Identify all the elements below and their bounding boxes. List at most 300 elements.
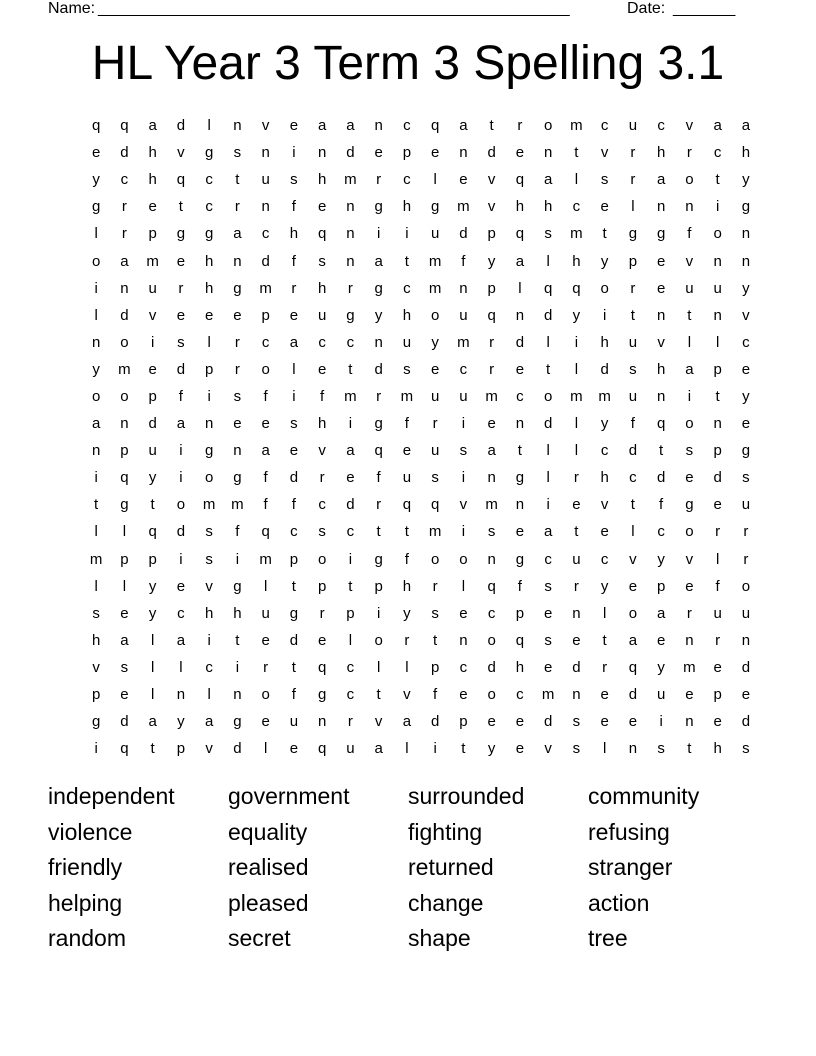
grid-letter: i (602, 306, 607, 324)
grid-letter: d (628, 442, 638, 460)
grid-letter: e (600, 713, 609, 731)
grid-letter: p (176, 740, 186, 758)
grid-letter: r (376, 171, 382, 189)
grid-row (82, 410, 751, 437)
grid-letter: l (94, 306, 98, 324)
grid-letter: s (657, 740, 665, 758)
grid-letter: d (459, 225, 468, 243)
grid-letter: a (148, 713, 157, 731)
grid-letter: i (179, 442, 183, 460)
grid-letter: n (176, 686, 186, 704)
grid-letter: d (572, 658, 581, 676)
grid-letter: f (235, 523, 240, 541)
grid-letter: d (289, 631, 299, 649)
grid-row (82, 654, 751, 681)
grid-letter: f (291, 252, 296, 270)
grid-letter: n (233, 442, 242, 460)
grid-letter: n (543, 144, 553, 162)
grid-letter: c (346, 333, 355, 351)
grid-letter: t (687, 740, 692, 758)
grid-letter: u (685, 279, 694, 297)
grid-letter: m (259, 279, 272, 297)
grid-letter: e (120, 604, 129, 622)
grid-letter: t (602, 225, 607, 243)
grid-letter: a (120, 631, 129, 649)
grid-letter: i (433, 740, 437, 758)
grid-letter: p (374, 577, 383, 595)
grid-letter: t (715, 387, 720, 405)
grid-letter: a (289, 333, 299, 351)
grid-letter: r (347, 279, 353, 297)
grid-letter: c (657, 117, 665, 135)
grid-letter: i (715, 198, 720, 216)
grid-letter: q (374, 442, 383, 460)
grid-letter: s (290, 415, 298, 433)
grid-letter: y (600, 252, 609, 270)
grid-letter: l (546, 333, 550, 351)
name-label: Name: (48, 0, 96, 17)
grid-letter: v (459, 496, 468, 514)
grid-letter: h (600, 333, 609, 351)
grid-letter: o (459, 550, 468, 568)
grid-letter: s (205, 550, 213, 568)
grid-letter: f (659, 496, 664, 514)
grid-letter: q (120, 117, 129, 135)
grid-row (82, 356, 751, 383)
grid-letter: s (487, 523, 496, 541)
grid-letter: r (234, 360, 240, 378)
grid-letter: o (91, 252, 101, 270)
grid-letter: r (686, 604, 692, 622)
word-list-item: stranger (588, 854, 673, 880)
grid-letter: m (457, 333, 470, 351)
grid-letter: c (318, 333, 326, 351)
name-field[interactable]: _____________________________________________________ (98, 0, 570, 17)
grid-letter: a (233, 225, 242, 243)
date-label: Date: (627, 0, 666, 17)
grid-letter: e (685, 469, 694, 487)
grid-letter: m (485, 496, 498, 514)
grid-letter: m (202, 496, 216, 514)
grid-letter: m (570, 225, 583, 243)
grid-letter: c (713, 144, 722, 162)
grid-letter: g (515, 550, 525, 568)
grid-letter: t (574, 144, 579, 162)
grid-letter: r (715, 631, 721, 649)
grid-letter: s (205, 523, 213, 541)
grid-letter: p (459, 713, 468, 731)
grid-letter: l (574, 415, 579, 433)
grid-letter: p (148, 550, 157, 568)
grid-letter: g (741, 442, 751, 460)
grid-letter: a (346, 442, 355, 460)
grid-letter: e (289, 306, 299, 324)
grid-letter: q (487, 306, 496, 324)
grid-letter: l (546, 442, 550, 460)
grid-letter: i (179, 469, 183, 487)
word-list-item: pleased (228, 889, 309, 916)
grid-letter: s (544, 631, 552, 649)
grid-letter: u (289, 713, 299, 731)
grid-letter: e (289, 442, 299, 460)
grid-letter: u (628, 387, 638, 405)
grid-letter: e (261, 415, 270, 433)
grid-letter: l (94, 523, 98, 541)
word-list-item: secret (228, 925, 291, 951)
grid-letter: v (544, 740, 552, 758)
grid-letter: p (713, 442, 722, 460)
grid-letter: f (715, 577, 720, 595)
grid-letter: p (120, 442, 129, 460)
grid-letter: c (657, 523, 665, 541)
grid-letter: e (176, 577, 186, 595)
grid-letter: p (515, 604, 525, 622)
grid-letter: l (546, 469, 550, 487)
grid-letter: n (120, 279, 129, 297)
grid-letter: c (516, 387, 524, 405)
word-list-item: surrounded (408, 783, 525, 809)
grid-letter: e (600, 523, 609, 541)
grid-letter: m (259, 550, 272, 568)
grid-letter: e (148, 360, 157, 378)
grid-letter: m (344, 387, 357, 405)
word-list-item: returned (408, 854, 494, 880)
grid-letter: l (631, 523, 635, 541)
grid-letter: h (148, 171, 157, 189)
grid-letter: y (374, 306, 383, 324)
grid-row (82, 627, 751, 654)
grid-letter: f (263, 387, 268, 405)
grid-letter: o (430, 306, 440, 324)
grid-row (82, 247, 751, 274)
grid-letter: f (291, 198, 296, 216)
grid-letter: v (487, 198, 496, 216)
grid-letter: f (404, 415, 409, 433)
word-list (48, 781, 768, 959)
grid-letter: d (176, 523, 186, 541)
grid-letter: l (715, 333, 720, 351)
grid-letter: o (204, 469, 214, 487)
grid-letter: c (600, 117, 609, 135)
grid-letter: l (263, 577, 268, 595)
grid-letter: u (741, 496, 751, 514)
grid-letter: q (402, 496, 412, 514)
grid-letter: a (261, 442, 270, 460)
grid-letter: d (741, 658, 751, 676)
grid-letter: r (319, 469, 325, 487)
grid-letter: g (233, 577, 242, 595)
grid-letter: v (148, 306, 157, 324)
grid-letter: t (602, 631, 607, 649)
grid-letter: a (656, 604, 666, 622)
grid-letter: l (715, 550, 720, 568)
grid-letter: i (348, 415, 353, 433)
grid-letter: n (515, 415, 525, 433)
grid-letter: p (487, 225, 496, 243)
grid-letter: t (376, 686, 381, 704)
grid-letter: l (405, 658, 409, 676)
grid-letter: e (430, 360, 440, 378)
grid-letter: r (517, 117, 523, 135)
grid-letter: e (572, 631, 581, 649)
grid-letter: p (289, 550, 299, 568)
grid-letter: o (487, 631, 496, 649)
grid-letter: q (91, 117, 101, 135)
grid-letter: m (541, 686, 555, 704)
grid-letter: i (235, 550, 240, 568)
grid-letter: v (657, 333, 665, 351)
grid-letter: g (656, 225, 666, 243)
grid-letter: c (205, 171, 213, 189)
grid-letter: i (150, 333, 155, 351)
grid-letter: l (461, 577, 466, 595)
grid-letter: d (289, 469, 299, 487)
grid-letter: g (317, 686, 327, 704)
grid-letter: d (233, 740, 242, 758)
grid-letter: o (685, 171, 694, 189)
grid-letter: c (205, 658, 213, 676)
grid-letter: t (235, 631, 240, 649)
grid-letter: y (657, 658, 665, 676)
grid-row (82, 600, 751, 627)
grid-letter: t (150, 740, 155, 758)
grid-letter: r (489, 360, 495, 378)
grid-letter: s (572, 740, 581, 758)
grid-letter: o (685, 523, 694, 541)
grid-letter: h (656, 144, 666, 162)
grid-letter: r (376, 387, 382, 405)
grid-letter: g (91, 198, 101, 216)
grid-letter: e (628, 577, 638, 595)
grid-letter: e (741, 360, 751, 378)
grid-letter: n (459, 631, 468, 649)
grid-letter: o (120, 333, 129, 351)
grid-letter: q (430, 496, 440, 514)
grid-letter: r (743, 550, 749, 568)
grid-letter: c (629, 469, 637, 487)
grid-letter: c (177, 604, 185, 622)
grid-letter: g (374, 198, 383, 216)
grid-letter: n (713, 415, 722, 433)
grid-letter: h (543, 198, 553, 216)
grid-letter: d (543, 306, 553, 324)
grid-letter: q (261, 523, 270, 541)
grid-row (82, 329, 750, 356)
grid-letter: o (91, 387, 101, 405)
grid-row (82, 166, 750, 193)
grid-letter: v (685, 252, 694, 270)
grid-row (82, 112, 751, 139)
grid-letter: t (659, 442, 664, 460)
grid-letter: s (544, 225, 552, 243)
grid-letter: g (120, 496, 129, 514)
grid-letter: v (629, 550, 637, 568)
grid-letter: s (600, 171, 609, 189)
grid-letter: g (204, 225, 214, 243)
grid-letter: l (631, 198, 635, 216)
word-list-item: action (588, 889, 650, 916)
grid-letter: s (742, 469, 750, 487)
grid-letter: o (713, 225, 722, 243)
grid-letter: d (656, 469, 666, 487)
grid-letter: r (263, 658, 269, 676)
grid-letter: s (290, 171, 298, 189)
grid-letter: u (713, 604, 722, 622)
grid-letter: l (405, 740, 409, 758)
grid-letter: r (291, 279, 297, 297)
grid-letter: l (150, 631, 155, 649)
word-list-item: refusing (588, 818, 670, 845)
grid-letter: e (572, 496, 581, 514)
grid-letter: a (317, 117, 327, 135)
grid-letter: i (461, 415, 466, 433)
grid-letter: t (376, 523, 381, 541)
grid-letter: l (376, 658, 381, 676)
grid-letter: u (628, 117, 638, 135)
grid-letter: h (741, 144, 751, 162)
grid-letter: e (543, 658, 553, 676)
grid-letter: e (487, 713, 496, 731)
grid-letter: e (543, 604, 553, 622)
grid-letter: y (657, 550, 665, 568)
grid-letter: n (204, 415, 214, 433)
grid-letter: e (741, 686, 751, 704)
grid-letter: c (572, 198, 581, 216)
grid-letter: r (686, 144, 692, 162)
grid-letter: r (432, 415, 438, 433)
grid-letter: d (346, 496, 355, 514)
word-list-item: equality (228, 818, 308, 845)
grid-letter: v (92, 658, 100, 676)
grid-letter: y (742, 279, 750, 297)
grid-letter: p (628, 252, 638, 270)
grid-letter: p (346, 604, 355, 622)
grid-letter: m (457, 198, 470, 216)
grid-letter: u (430, 387, 440, 405)
grid-letter: r (121, 225, 127, 243)
grid-letter: h (148, 144, 157, 162)
grid-letter: t (348, 360, 353, 378)
grid-letter: h (317, 279, 327, 297)
grid-letter: h (289, 225, 299, 243)
grid-letter: s (544, 577, 552, 595)
grid-letter: t (517, 442, 522, 460)
grid-letter: t (235, 171, 240, 189)
grid-letter: o (176, 496, 186, 514)
grid-letter: g (204, 442, 214, 460)
grid-letter: f (291, 496, 296, 514)
grid-letter: c (459, 658, 468, 676)
grid-letter: q (515, 171, 525, 189)
grid-letter: a (148, 117, 157, 135)
grid-letter: h (317, 171, 327, 189)
grid-letter: l (94, 577, 98, 595)
grid-letter: e (713, 658, 722, 676)
grid-row (82, 220, 751, 247)
grid-letter: c (318, 496, 326, 514)
grid-letter: m (683, 658, 696, 676)
grid-letter: n (91, 442, 101, 460)
grid-letter: m (428, 279, 442, 297)
grid-letter: a (543, 171, 553, 189)
grid-letter: h (204, 279, 214, 297)
grid-letter: m (400, 387, 414, 405)
grid-letter: s (120, 658, 129, 676)
grid-letter: l (602, 740, 607, 758)
grid-letter: a (176, 415, 186, 433)
grid-letter: f (291, 686, 296, 704)
grid-letter: e (515, 713, 525, 731)
grid-letter: q (317, 225, 327, 243)
grid-letter: r (376, 496, 382, 514)
grid-letter: h (91, 631, 101, 649)
grid-letter: t (574, 523, 579, 541)
grid-letter: c (261, 225, 270, 243)
grid-letter: v (261, 117, 270, 135)
grid-letter: r (234, 333, 240, 351)
grid-letter: t (630, 496, 635, 514)
grid-letter: n (685, 631, 694, 649)
grid-letter: h (317, 415, 327, 433)
grid-letter: e (459, 686, 468, 704)
grid-letter: n (459, 144, 468, 162)
grid-letter: t (291, 658, 296, 676)
grid-letter: o (261, 686, 270, 704)
grid-letter: r (234, 198, 240, 216)
grid-letter: n (261, 198, 270, 216)
grid-letter: v (742, 306, 750, 324)
grid-letter: s (685, 442, 694, 460)
grid-letter: q (628, 658, 638, 676)
grid-letter: c (600, 442, 609, 460)
grid-letter: s (177, 333, 185, 351)
grid-letter: f (517, 577, 522, 595)
grid-letter: s (92, 604, 100, 622)
grid-letter: l (518, 279, 522, 297)
grid-letter: v (403, 686, 411, 704)
grid-letter: e (628, 713, 638, 731)
grid-letter: q (317, 658, 327, 676)
grid-letter: q (317, 740, 327, 758)
grid-letter: c (742, 333, 750, 351)
word-list-item: tree (588, 925, 628, 951)
grid-letter: c (403, 117, 411, 135)
grid-letter: d (487, 144, 496, 162)
grid-letter: v (205, 740, 213, 758)
grid-letter: r (573, 469, 579, 487)
grid-letter: n (713, 252, 722, 270)
grid-letter: g (233, 469, 242, 487)
grid-letter: m (598, 387, 611, 405)
grid-letter: y (148, 469, 157, 487)
grid-letter: l (150, 686, 155, 704)
grid-letter: p (656, 577, 666, 595)
grid-row (82, 464, 750, 491)
date-field[interactable]: _______ (673, 0, 736, 17)
grid-letter: m (570, 117, 583, 135)
grid-letter: q (515, 631, 525, 649)
grid-letter: g (685, 496, 694, 514)
grid-letter: s (742, 740, 750, 758)
grid-letter: q (176, 171, 186, 189)
grid-letter: o (543, 387, 553, 405)
grid-letter: n (233, 252, 242, 270)
grid-letter: u (628, 333, 638, 351)
grid-letter: q (656, 415, 666, 433)
grid-letter: i (461, 469, 466, 487)
grid-letter: o (374, 631, 383, 649)
grid-letter: t (150, 496, 155, 514)
